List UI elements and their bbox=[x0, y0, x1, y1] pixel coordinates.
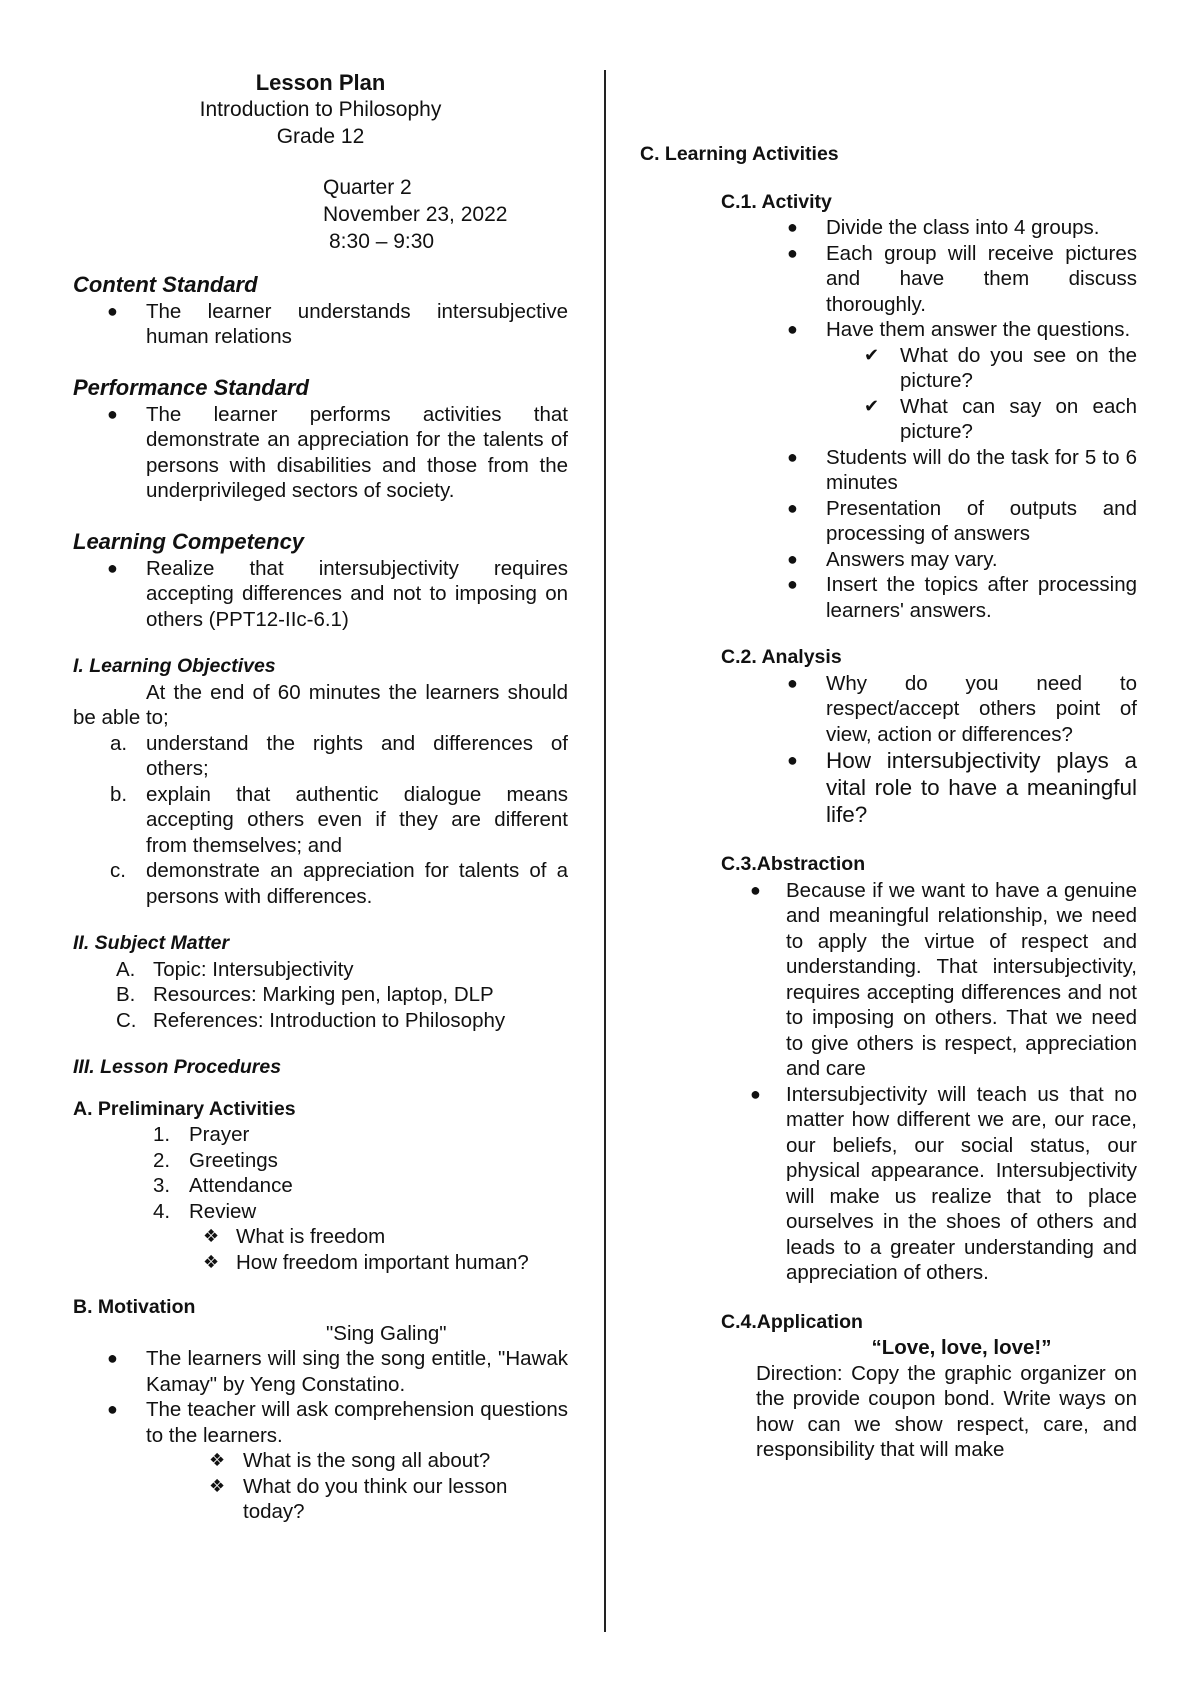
bullet-icon: ● bbox=[750, 879, 761, 900]
learning-competency-item: ● Realize that intersubjectivity requires accepting differences and not to imposing on others (PPT12-IIc-6.1) bbox=[107, 556, 568, 631]
left-column bbox=[73, 70, 568, 1525]
diamond-bullet-icon: ❖ bbox=[203, 1251, 220, 1272]
activity-item: ● Answers may vary. bbox=[787, 547, 998, 571]
motivation-heading: B. Motivation bbox=[73, 1296, 196, 1318]
review-question: ❖ What is freedom bbox=[203, 1225, 386, 1248]
bullet-icon: ● bbox=[787, 750, 798, 770]
bullet-icon: ● bbox=[787, 574, 798, 594]
activity-item: ● Divide the class into 4 groups. bbox=[787, 216, 1100, 239]
bullet-icon: ● bbox=[787, 446, 798, 467]
learning-competency-heading: Learning Competency bbox=[73, 528, 305, 554]
motivation-question: ❖ What is the song all about? bbox=[209, 1449, 491, 1472]
bullet-icon: ● bbox=[107, 1399, 118, 1419]
bullet-icon: ● bbox=[787, 497, 798, 518]
bullet-icon: ● bbox=[787, 672, 798, 693]
performance-standard-item: ● The learner performs activities that demonstrate an appreciation for the talents of persons with disabilities and those from the underprivileged sectors of society. bbox=[107, 402, 568, 502]
activity-heading: C.1. Activity bbox=[721, 190, 832, 213]
bullet-icon: ● bbox=[787, 548, 798, 569]
abstraction-heading: C.3.Abstraction bbox=[721, 853, 866, 875]
motivation-item: ● The teacher will ask comprehension questions to the learners. bbox=[107, 1398, 568, 1447]
right-column bbox=[640, 70, 1137, 1463]
preliminary-item: 4. Review bbox=[153, 1199, 257, 1223]
subject-matter-item: C. References: Introduction to Philosophy bbox=[116, 1008, 506, 1032]
diamond-bullet-icon: ❖ bbox=[209, 1450, 226, 1470]
date-line: November 23, 2022 bbox=[323, 202, 508, 226]
performance-standard-heading: Performance Standard bbox=[73, 374, 309, 400]
analysis-item: ● How intersubjectivity plays a vital role to have a meaningful life? bbox=[787, 748, 1137, 827]
bullet-icon: ● bbox=[787, 217, 798, 237]
bullet-icon: ● bbox=[787, 319, 798, 339]
application-title: “Love, love, love!” bbox=[871, 1336, 1052, 1359]
learning-activities-heading: C. Learning Activities bbox=[640, 143, 839, 165]
analysis-heading: C.2. Analysis bbox=[721, 646, 842, 668]
objective-item: c. demonstrate an appreciation for talents of a persons with differences. bbox=[110, 859, 568, 908]
application-direction: Direction: Copy the graphic organizer on the provide coupon bond. Write ways on how can we show respect, care, and responsibility that will make bbox=[756, 1361, 1137, 1461]
bullet-icon: ● bbox=[787, 242, 798, 263]
objectives-intro: At the end of 60 minutes the learners should be able to; bbox=[73, 680, 568, 729]
preliminary-item: 2. Greetings bbox=[153, 1148, 278, 1172]
activity-check-item: ✔ What do you see on the picture? bbox=[864, 343, 1137, 392]
activity-item: ● Insert the topics after processing learners' answers. bbox=[787, 573, 1137, 622]
grade-line: Grade 12 bbox=[276, 124, 365, 148]
column-divider bbox=[604, 70, 606, 1632]
diamond-bullet-icon: ❖ bbox=[209, 1475, 226, 1496]
objective-item: a. understand the rights and differences of others; bbox=[110, 731, 568, 780]
quarter-line: Quarter 2 bbox=[323, 175, 412, 199]
bullet-icon: ● bbox=[107, 1348, 118, 1368]
bullet-icon: ● bbox=[107, 403, 118, 424]
preliminary-item: 1. Prayer bbox=[153, 1123, 250, 1146]
activity-item: ● Presentation of outputs and processing of answers bbox=[787, 496, 1137, 545]
preliminary-item: 3. Attendance bbox=[153, 1174, 293, 1197]
bullet-icon: ● bbox=[750, 1083, 761, 1104]
subject-matter-item: B. Resources: Marking pen, laptop, DLP bbox=[116, 983, 494, 1006]
abstraction-item: ● Because if we want to have a genuine and meaningful relationship, we need to apply the virtue of respect and understanding. That intersubjectivity, requires accepting differences and not to imposing on others. That we need to give others is respect, appreciation and care bbox=[750, 878, 1137, 1080]
checkmark-icon: ✔ bbox=[864, 395, 880, 416]
procedures-heading: III. Lesson Procedures bbox=[73, 1056, 282, 1078]
subject-matter-heading: II. Subject Matter bbox=[73, 932, 230, 954]
bullet-icon: ● bbox=[107, 300, 118, 321]
motivation-question: ❖ What do you think our lesson today? bbox=[209, 1474, 508, 1523]
preliminary-heading: A. Preliminary Activities bbox=[73, 1097, 296, 1120]
objective-item: b. explain that authentic dialogue means accepting others even if they are different from themselves; and bbox=[110, 782, 568, 857]
review-question: ❖ How freedom important human? bbox=[203, 1250, 529, 1274]
activity-item: ● Students will do the task for 5 to 6 minutes bbox=[787, 445, 1137, 494]
checkmark-icon: ✔ bbox=[864, 344, 880, 365]
activity-item: ● Each group will receive pictures and have them discuss thoroughly. bbox=[787, 241, 1137, 316]
diamond-bullet-icon: ❖ bbox=[203, 1226, 220, 1246]
analysis-item: ● Why do you need to respect/accept others point of view, action or differences? bbox=[787, 671, 1137, 746]
activity-item: ● Have them answer the questions. bbox=[787, 318, 1131, 341]
bullet-icon: ● bbox=[107, 557, 118, 578]
activity-check-item: ✔ What can say on each picture? bbox=[864, 394, 1137, 443]
motivation-item: ● The learners will sing the song entitle, "Hawak Kamay" by Yeng Constatino. bbox=[107, 1347, 568, 1396]
time-line: 8:30 – 9:30 bbox=[329, 229, 435, 253]
subject-line: Introduction to Philosophy bbox=[199, 97, 442, 121]
application-heading: C.4.Application bbox=[721, 1310, 863, 1333]
song-title: "Sing Galing" bbox=[326, 1321, 447, 1345]
lesson-title: Lesson Plan bbox=[255, 70, 386, 95]
content-standard-item: ● The learner understands intersubjective human relations bbox=[107, 299, 568, 348]
abstraction-item: ● Intersubjectivity will teach us that no matter how different we are, our race, our beliefs, our social status, our physical appearance. Intersubjectivity will make us realize that to place ourselves in the shoes of others and leads to a greater understanding and appreciation of others. bbox=[750, 1082, 1137, 1284]
objectives-heading: I. Learning Objectives bbox=[73, 655, 276, 677]
subject-matter-item: A. Topic: Intersubjectivity bbox=[116, 957, 354, 981]
content-standard-heading: Content Standard bbox=[73, 271, 258, 297]
